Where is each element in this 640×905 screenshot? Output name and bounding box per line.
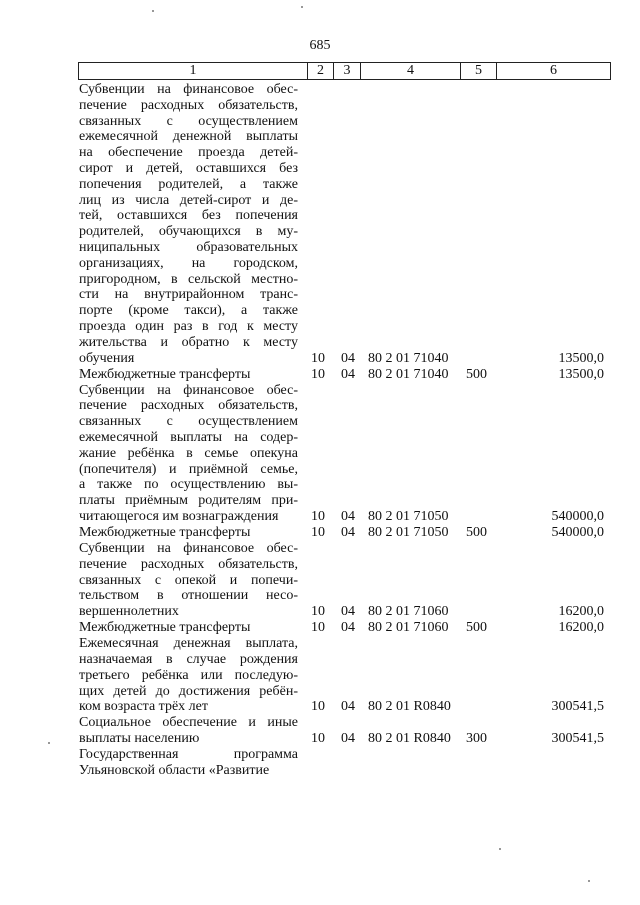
description-line: пригородном, в сельской местно- <box>79 271 298 287</box>
row-c4-value: 80 2 01 71050 <box>368 525 449 540</box>
description-line: ежемесячной выплаты на содер- <box>79 429 298 445</box>
description-line: сирот и детей, оставшихся без <box>79 160 298 176</box>
row-c4-value: 80 2 01 71050 <box>368 509 449 524</box>
scan-speck <box>588 880 590 882</box>
row-c4-value: 80 2 01 71060 <box>368 620 449 636</box>
row-c2-value: 10 <box>311 699 325 715</box>
description-line: связанных с опекой и попечи- <box>79 572 298 588</box>
description-line: попечения родителей, а также <box>79 176 298 192</box>
row-c2-value: 10 <box>311 509 325 524</box>
scan-speck <box>499 848 501 850</box>
description-line: Межбюджетные трансферты <box>79 525 251 540</box>
description-line: связанных с осуществлением <box>79 414 298 430</box>
description-line: проезда один раз в год к месту <box>79 318 298 334</box>
row-c4-value: 80 2 01 71040 <box>368 350 449 366</box>
row-description <box>79 525 298 541</box>
header-col-6: 6 <box>550 63 557 78</box>
row-c6-value: 540000,0 <box>551 509 604 524</box>
header-col-2: 2 <box>308 63 334 79</box>
row-c5-value: 500 <box>466 620 487 636</box>
row-c3-value: 04 <box>341 604 355 620</box>
row-c3-value: 04 <box>341 509 355 524</box>
description-line: Ежемесячная денежная выплата, <box>79 636 298 652</box>
header-col-5: 5 <box>461 63 497 79</box>
description-line: Субвенции на финансовое обес- <box>79 382 298 398</box>
row-c2-value: 10 <box>311 731 325 747</box>
row-c6-value: 16200,0 <box>558 620 604 636</box>
row-c2-value: 10 <box>311 604 325 620</box>
row-c6-value: 13500,0 <box>558 350 604 366</box>
header-col-3: 3 <box>334 63 361 79</box>
row-description <box>79 636 298 715</box>
row-c2-value: 10 <box>311 350 325 366</box>
row-c6-value: 13500,0 <box>558 366 604 382</box>
description-line: назначаемая в случае рождения <box>79 651 298 667</box>
description-line: выплаты населению <box>79 731 200 747</box>
row-description <box>79 715 298 747</box>
description-line: тей, оставшихся без попечения <box>79 208 298 224</box>
description-line: третьего ребёнка или последую- <box>79 667 298 683</box>
row-description <box>79 620 298 636</box>
row-description <box>79 541 298 620</box>
description-line: сти на внутрирайонном транс- <box>79 287 298 303</box>
description-line: ежемесячной денежной выплаты <box>79 129 298 145</box>
row-c3-value: 04 <box>341 366 355 382</box>
row-c3-value: 04 <box>341 350 355 366</box>
row-description <box>79 367 298 383</box>
header-col-4: 4 <box>361 63 461 79</box>
row-c4-value: 80 2 01 R0840 <box>368 699 451 715</box>
description-line: родителей, обучающихся в му- <box>79 224 298 240</box>
description-line: жание ребёнка в семье опекуна <box>79 445 298 461</box>
row-c5-value: 300 <box>466 731 487 747</box>
description-line: Межбюджетные трансферты <box>79 366 251 382</box>
table-header <box>78 62 611 80</box>
row-description <box>79 383 298 525</box>
description-line: а также по осуществлению вы- <box>79 477 298 493</box>
row-c2-value: 10 <box>311 620 325 636</box>
description-line: Межбюджетные трансферты <box>79 620 251 636</box>
description-line: ниципальных образовательных <box>79 239 298 255</box>
description-line: связанных с осуществлением <box>79 113 298 129</box>
row-c6-value: 16200,0 <box>558 604 604 620</box>
row-c6-value: 540000,0 <box>551 525 604 540</box>
row-c4-value: 80 2 01 R0840 <box>368 731 451 747</box>
description-line: лиц из числа детей-сирот и де- <box>79 192 298 208</box>
row-c3-value: 04 <box>341 525 355 540</box>
row-c3-value: 04 <box>341 699 355 715</box>
row-c5-value: 500 <box>466 366 487 382</box>
description-line: тельством в отношении несо- <box>79 588 298 604</box>
row-c4-value: 80 2 01 71040 <box>368 366 449 382</box>
description-line: Государственная программа <box>79 747 298 763</box>
description-line: на обеспечение проезда детей- <box>79 145 298 161</box>
scan-speck <box>48 742 50 744</box>
description-line: ком возраста трёх лет <box>79 699 208 715</box>
description-line: Ульяновской области «Развитие <box>79 762 270 778</box>
description-line: платы приёмным родителям при- <box>79 493 298 509</box>
row-c2-value: 10 <box>311 525 325 540</box>
description-line: порте (кроме такси), а также <box>79 303 298 319</box>
description-line: организациях, на городском, <box>79 255 298 271</box>
description-line: обучения <box>79 350 135 366</box>
page-number: 685 <box>309 38 331 53</box>
description-line: жительства и обратно к месту <box>79 334 298 350</box>
scan-speck <box>152 10 154 12</box>
row-c3-value: 04 <box>341 620 355 636</box>
description-line: (попечителя) и приёмной семье, <box>79 461 298 477</box>
description-line: читающегося им вознаграждения <box>79 508 279 524</box>
description-line: Субвенции на финансовое обес- <box>79 82 298 97</box>
description-line: щих детей до достижения ребён- <box>79 683 298 699</box>
description-line: вершеннолетних <box>79 604 179 620</box>
row-c5-value: 500 <box>466 525 487 540</box>
description-line: печение расходных обязательств, <box>79 398 298 414</box>
description-line: печение расходных обязательств, <box>79 97 298 113</box>
row-c6-value: 300541,5 <box>551 731 604 747</box>
row-c6-value: 300541,5 <box>551 699 604 715</box>
row-c4-value: 80 2 01 71060 <box>368 604 449 620</box>
description-line: Субвенции на финансовое обес- <box>79 541 298 556</box>
header-col-1: 1 <box>79 63 308 79</box>
row-c2-value: 10 <box>311 366 325 382</box>
row-c3-value: 04 <box>341 731 355 747</box>
scan-speck <box>301 6 303 8</box>
row-description <box>79 82 298 366</box>
row-description <box>79 747 298 779</box>
description-line: печение расходных обязательств, <box>79 556 298 572</box>
description-line: Социальное обеспечение и иные <box>79 715 298 731</box>
